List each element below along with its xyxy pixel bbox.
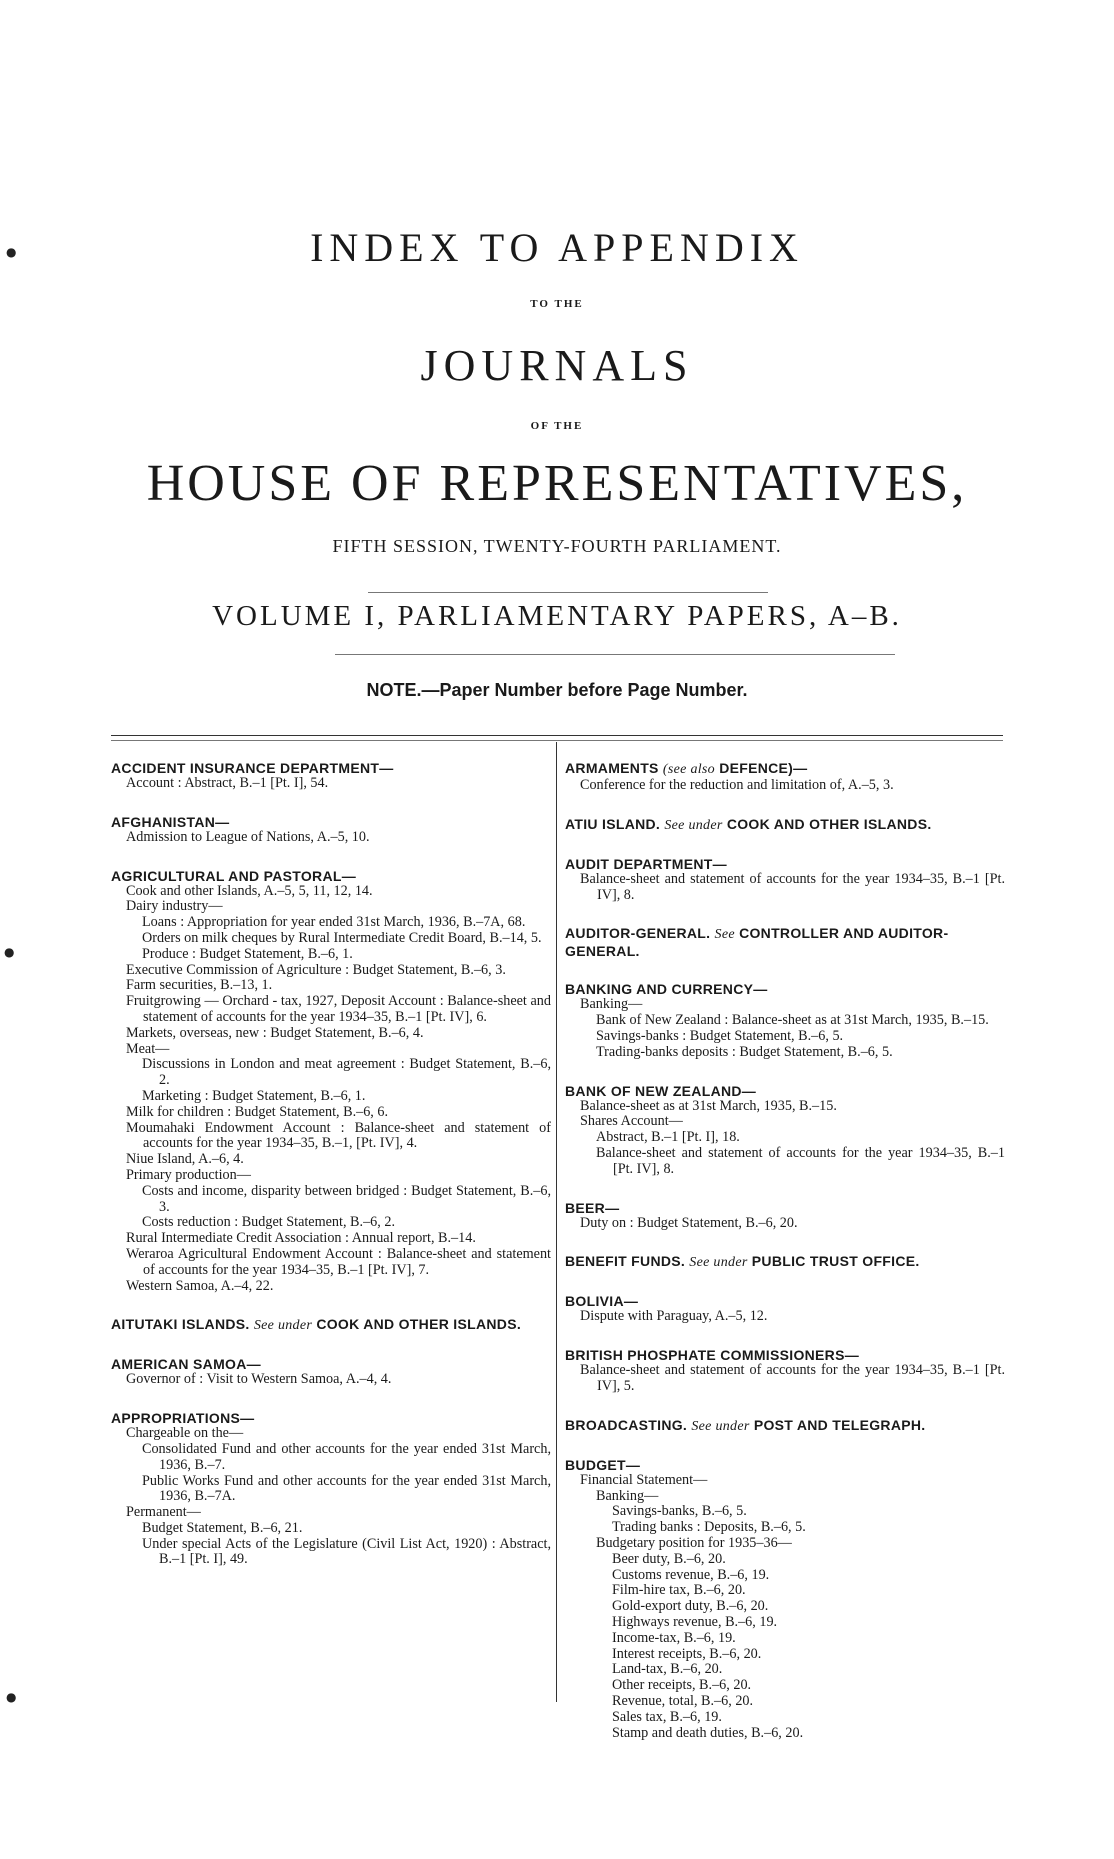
entry-heading [565,1347,1005,1363]
index-subentry: Savings-banks : Budget Statement, B.–6, 5. [596,1027,844,1044]
heading-text: ARMAMENTS [565,760,659,776]
index-subentry: Moumahaki Endowment Account : Balance-sheet and statement of accounts for the year 1934–35, B.–1, [Pt. IV], 4. [126,1119,551,1152]
index-subentry: Fruitgrowing — Orchard - tax, 1927, Deposit Account : Balance-sheet and statement of accounts for the year 1934–35, B.–1 [Pt. IV], 6. [126,993,551,1025]
index-subentry: Costs reduction : Budget Statement, B.–6, 2. [142,1214,395,1231]
entry-heading [111,868,551,884]
index-subentry: Beer duty, B.–6, 20. [612,1550,726,1567]
volume-title: VOLUME I, PARLIAMENTARY PAPERS, A–B. [212,600,902,632]
index-subentry: Costs and income, disparity between bridged : Budget Statement, B.–6, 3. [142,1182,551,1215]
index-subentry: Discussions in London and meat agreement : Budget Statement, B.–6, 2. [142,1056,551,1089]
index-subentry: Balance-sheet and statement of accounts for the year 1934–35, B.–1 [Pt. IV], 5. [580,1362,1005,1394]
entry-heading [565,925,1005,959]
index-entry [565,1083,1005,1178]
index-entry [565,981,1005,1060]
index-entry [565,760,1005,794]
entry-heading [565,856,1005,872]
heading-text: AUDIT DEPARTMENT— [565,855,727,872]
left-index-column [111,760,551,1590]
heading-text: BEER— [565,1199,620,1216]
entry-heading [565,1457,1005,1473]
cross-reference: POST AND TELEGRAPH. [753,1416,926,1433]
heading-text: AITUTAKI ISLANDS. [111,1316,250,1333]
index-subentry: Produce : Budget Statement, B.–6, 1. [142,945,353,962]
heading-text: ACCIDENT INSURANCE DEPARTMENT— [111,760,394,776]
index-subentry: Balance-sheet and statement of accounts for the year 1934–35, B.–1 [Pt. IV], 8. [580,870,1005,903]
index-entry [111,1356,551,1388]
index-subentry: Under special Acts of the Legislature (Civil List Act, 1920) : Abstract, B.–1 [Pt. I], 49. [142,1535,551,1568]
right-index-column [565,760,1005,1763]
heading-text: BROADCASTING. [565,1416,688,1433]
column-divider [556,742,557,1702]
index-subentry: Trading-banks deposits : Budget Statement, B.–6, 5. [596,1043,893,1060]
heading-text: AGRICULTURAL AND PASTORAL— [111,867,357,884]
entry-heading [111,814,551,830]
margin-mark: ● [4,945,15,959]
heading-text: AMERICAN SAMOA— [111,1356,261,1373]
index-subentry: Permanent— [126,1504,201,1521]
index-subentry: Dispute with Paraguay, A.–5, 12. [580,1308,768,1325]
heading-text: AUDITOR-GENERAL. [565,925,711,942]
entry-heading [565,1083,1005,1099]
index-entry [565,856,1005,904]
index-subentry: Land-tax, B.–6, 20. [612,1661,723,1678]
index-subentry: Other receipts, B.–6, 20. [612,1677,752,1694]
divider [368,592,768,593]
margin-mark: ● [6,245,17,259]
entry-heading [565,1417,1005,1435]
index-entry [565,1253,1005,1271]
index-subentry: Chargeable on the— [126,1425,244,1442]
see-reference: See [714,927,735,943]
index-subentry: Film-hire tax, B.–6, 20. [612,1582,746,1599]
heading-text: BENEFIT FUNDS. [565,1253,686,1270]
cross-reference: PUBLIC TRUST OFFICE. [751,1253,920,1270]
see-reference: See under [664,817,723,833]
index-subentry: Banking— [580,996,643,1013]
index-subentry: Banking— [596,1487,659,1504]
index-entry [565,1293,1005,1325]
index-subentry: Abstract, B.–1 [Pt. I], 18. [596,1129,740,1146]
index-subentry: Duty on : Budget Statement, B.–6, 20. [580,1214,798,1231]
index-entry [565,1347,1005,1395]
index-subentry: Admission to League of Nations, A.–5, 10. [126,828,370,845]
index-subentry: Bank of New Zealand : Balance-sheet as at 31st March, 1935, B.–15. [596,1012,989,1029]
heading-text: BOLIVIA— [565,1293,639,1310]
index-subentry: Markets, overseas, new : Budget Statement, B.–6, 4. [126,1024,424,1041]
index-subentry: Milk for children : Budget Statement, B.–6, 6. [126,1103,389,1120]
index-subentry: Rural Intermediate Credit Association : Annual report, B.–14. [126,1230,476,1247]
index-subentry: Consolidated Fund and other accounts for the year ended 31st March, 1936, B.–7. [142,1440,551,1473]
cross-reference: CONTROLLER AND AUDITOR-GENERAL. [565,925,949,960]
index-subentry: Governor of : Visit to Western Samoa, A.–4, 4. [126,1371,392,1388]
entry-heading [111,1356,551,1372]
entry-heading [111,1410,551,1426]
index-subentry: Orders on milk cheques by Rural Intermediate Credit Board, B.–14, 5. [142,929,542,946]
index-subentry: Niue Island, A.–6, 4. [126,1151,244,1168]
index-subentry: Revenue, total, B.–6, 20. [612,1692,754,1709]
heading-text: BRITISH PHOSPHATE COMMISSIONERS— [565,1347,860,1364]
index-entry [111,814,551,846]
note-label: NOTE.—Paper Number before Page Number. [366,680,748,700]
index-subentry: Financial Statement— [580,1471,708,1488]
margin-mark: ● [6,1690,17,1704]
cross-reference: DEFENCE)— [719,760,808,776]
index-subentry: Stamp and death duties, B.–6, 20. [612,1724,804,1741]
index-title: INDEX TO APPENDIX [310,225,804,270]
see-reference: (see also [662,762,715,777]
heading-text: BUDGET— [565,1456,641,1473]
index-entry [111,1410,551,1568]
entry-heading [565,1253,1005,1271]
index-subentry: Account : Abstract, B.–1 [Pt. I], 54. [126,775,329,791]
index-entry [565,1417,1005,1435]
index-subentry: Income-tax, B.–6, 19. [612,1629,736,1646]
index-subentry: Executive Commission of Agriculture : Budget Statement, B.–6, 3. [126,961,506,978]
index-subentry: Interest receipts, B.–6, 20. [612,1645,762,1662]
cross-reference: COOK AND OTHER ISLANDS. [726,815,932,832]
index-subentry: Dairy industry— [126,898,223,915]
heading-text: BANK OF NEW ZEALAND— [565,1082,757,1099]
house-title: HOUSE OF REPRESENTATIVES, [146,455,968,512]
of-the-label: OF THE [530,420,584,432]
index-entry [565,816,1005,834]
index-subentry: Balance-sheet as at 31st March, 1935, B.–15. [580,1097,837,1114]
index-entry [565,1457,1005,1742]
heading-text: ATIU ISLAND. [565,815,661,832]
see-reference: See under [253,1318,313,1334]
index-entry [111,1316,551,1334]
index-subentry: Cook and other Islands, A.–5, 5, 11, 12, 14. [126,882,373,899]
index-subentry: Western Samoa, A.–4, 22. [126,1277,274,1294]
index-subentry: Balance-sheet and statement of accounts for the year 1934–35, B.–1 [Pt. IV], 8. [596,1144,1005,1177]
index-subentry: Highways revenue, B.–6, 19. [612,1613,778,1630]
index-subentry: Conference for the reduction and limitation of, A.–5, 3. [580,777,894,793]
column-top-rule [111,740,1003,741]
index-subentry: Trading banks : Deposits, B.–6, 5. [612,1519,806,1536]
session-label: FIFTH SESSION, TWENTY-FOURTH PARLIAMENT. [332,536,782,556]
index-entry [565,1200,1005,1232]
index-subentry: Weraroa Agricultural Endowment Account : Balance-sheet and statement of accounts for the year 1934–35, B.–1 [Pt. IV], 7. [126,1245,551,1278]
index-entry [111,760,551,792]
heading-text: BANKING AND CURRENCY— [565,981,768,998]
divider [335,654,895,655]
see-reference: See under [691,1418,750,1434]
index-subentry: Budgetary position for 1935–36— [596,1534,792,1551]
entry-heading [111,760,551,776]
index-subentry: Loans : Appropriation for year ended 31st March, 1936, B.–7A, 68. [142,914,526,931]
index-entry [111,868,551,1295]
to-the-label: TO THE [530,298,584,310]
index-subentry: Shares Account— [580,1113,683,1130]
cross-reference: COOK AND OTHER ISLANDS. [316,1316,522,1333]
index-subentry: Public Works Fund and other accounts for the year ended 31st March, 1936, B.–7A. [142,1472,551,1505]
index-entry [565,925,1005,959]
entry-heading [565,1200,1005,1216]
index-subentry: Gold-export duty, B.–6, 20. [612,1598,769,1615]
entry-heading [565,981,1005,997]
index-subentry: Sales tax, B.–6, 19. [612,1708,722,1725]
index-subentry: Customs revenue, B.–6, 19. [612,1566,770,1583]
see-reference: See under [689,1255,748,1271]
heading-text: AFGHANISTAN— [111,813,230,830]
index-subentry: Meat— [126,1040,170,1057]
index-subentry: Budget Statement, B.–6, 21. [142,1519,303,1536]
entry-heading [565,760,1005,778]
journals-title: JOURNALS [420,341,694,390]
index-subentry: Marketing : Budget Statement, B.–6, 1. [142,1087,366,1104]
entry-heading [565,816,1005,834]
heading-text: APPROPRIATIONS— [111,1410,255,1427]
index-subentry: Farm securities, B.–13, 1. [126,977,273,994]
entry-heading [565,1293,1005,1309]
entry-heading [111,1316,551,1334]
index-subentry: Savings-banks, B.–6, 5. [612,1503,747,1520]
index-subentry: Primary production— [126,1166,251,1183]
column-top-rule [111,735,1003,736]
